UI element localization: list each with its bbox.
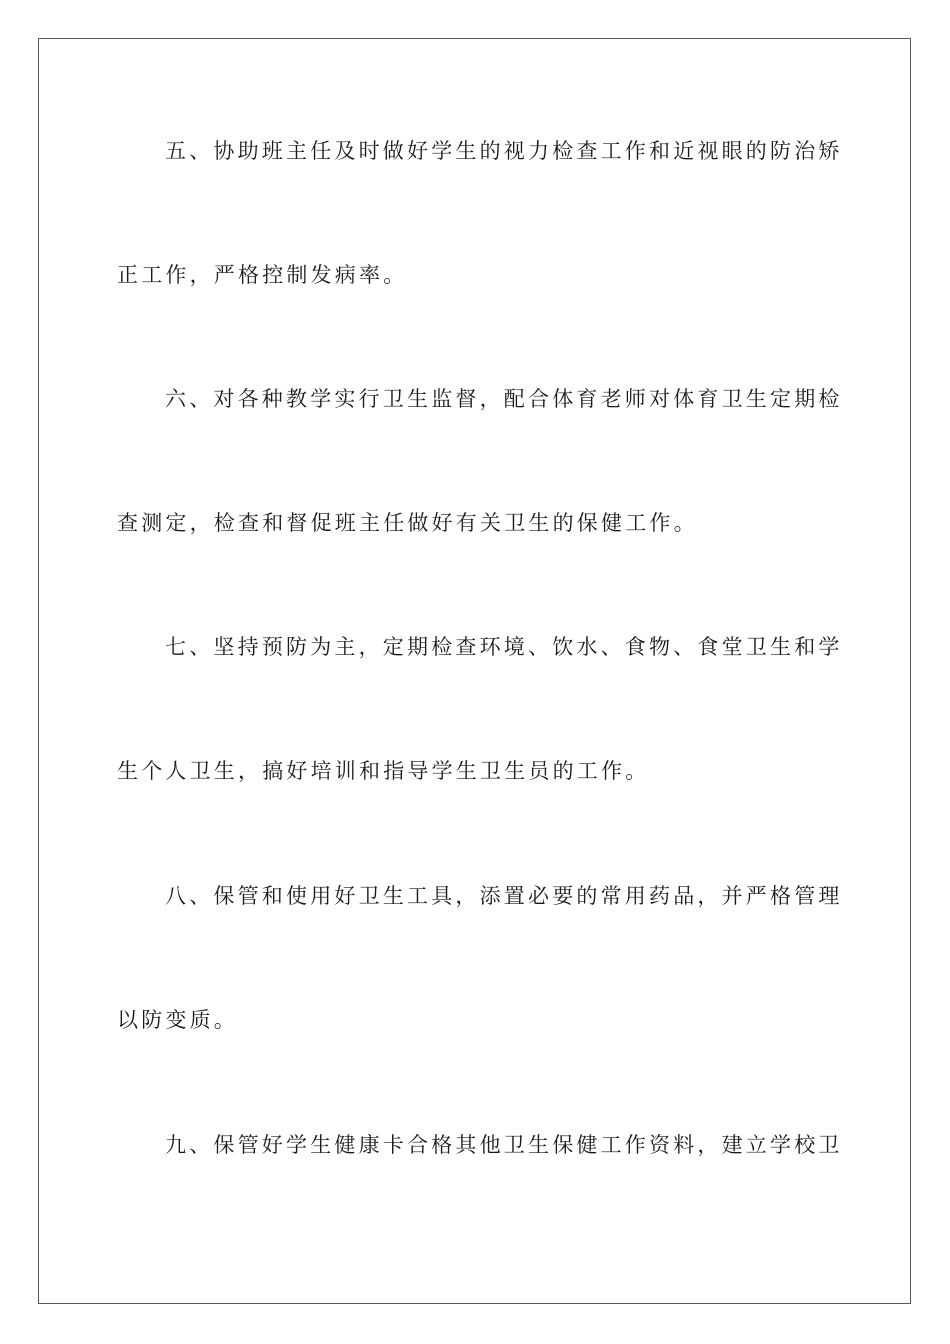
item-9-line-1: 九、保管好学生健康卡合格其他卫生保健工作资料，建立学校卫 [165,1133,843,1157]
item-8-line-2: 以防变质。 [117,1008,238,1032]
item-8-line-1: 八、保管和使用好卫生工具，添置必要的常用药品，并严格管理 [165,884,843,908]
item-5-line-1: 五、协助班主任及时做好学生的视力检查工作和近视眼的防治矫 [165,139,843,163]
item-6-line-1: 六、对各种教学实行卫生监督，配合体育老师对体育卫生定期检 [165,387,843,411]
item-5-line-2: 正工作，严格控制发病率。 [117,263,408,287]
page-border [38,38,911,1304]
item-7-line-1: 七、坚持预防为主，定期检查环境、饮水、食物、食堂卫生和学 [165,635,843,659]
item-6-line-2: 查测定，检查和督促班主任做好有关卫生的保健工作。 [117,511,698,535]
item-7-line-2: 生个人卫生，搞好培训和指导学生卫生员的工作。 [117,759,650,783]
